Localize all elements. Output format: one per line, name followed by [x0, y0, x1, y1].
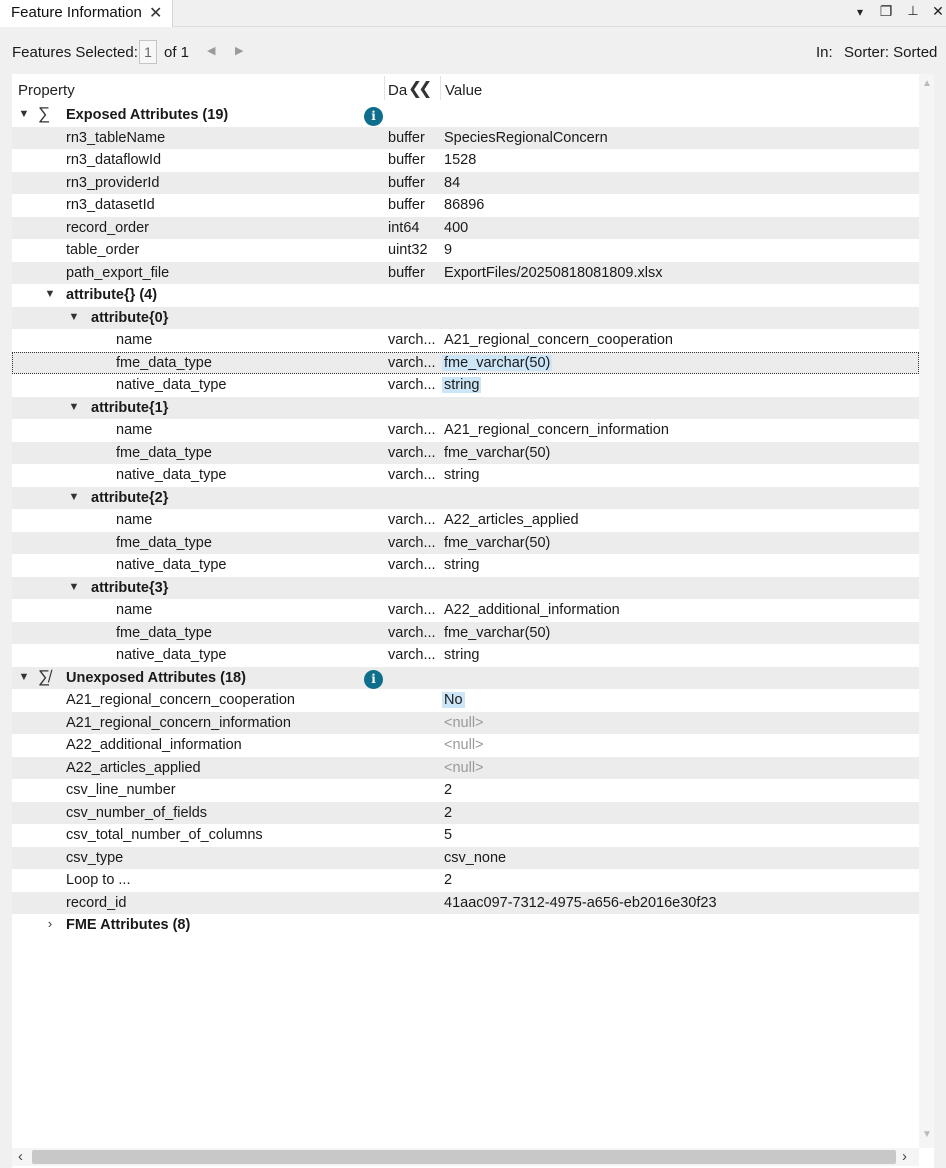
prop-name: path_export_file: [66, 264, 170, 281]
prop-value: string: [444, 647, 480, 663]
chevron-down-icon[interactable]: ▼: [18, 670, 30, 683]
prop-name: A21_regional_concern_cooperation: [66, 692, 295, 708]
prop-name: name: [116, 512, 153, 528]
prop-type: varch...: [388, 534, 436, 551]
header-datatype[interactable]: Da: [388, 82, 408, 99]
prop-type: varch...: [388, 557, 436, 573]
prop-value: 1528: [444, 152, 477, 168]
prop-name: A22_additional_information: [66, 737, 242, 753]
chevron-down-icon[interactable]: ▼: [68, 580, 80, 593]
feature-toolbar: [0, 28, 946, 74]
table-row-focused[interactable]: [12, 352, 919, 375]
prop-name: csv_line_number: [66, 782, 176, 798]
list-item-attribute-0[interactable]: [12, 307, 919, 330]
table-row[interactable]: [12, 442, 919, 465]
table-row[interactable]: [12, 374, 919, 397]
table-row[interactable]: [12, 239, 919, 262]
prop-name: A21_regional_concern_information: [66, 714, 291, 731]
table-row[interactable]: [12, 172, 919, 195]
prop-name: csv_number_of_fields: [66, 804, 208, 821]
prop-name: A22_articles_applied: [66, 759, 201, 776]
prop-value: fme_varchar(50): [444, 444, 551, 461]
prop-type: varch...: [388, 624, 436, 641]
prop-name: name: [116, 602, 153, 618]
chevron-down-icon[interactable]: ▼: [44, 288, 56, 300]
prop-value-selected: string: [444, 377, 480, 393]
in-label: In:: [816, 44, 833, 61]
group-label: Unexposed Attributes (18): [66, 669, 246, 686]
prop-name: native_data_type: [116, 557, 227, 573]
table-row[interactable]: [12, 757, 919, 780]
table-row[interactable]: [12, 554, 919, 577]
table-row[interactable]: [12, 149, 919, 172]
table-row[interactable]: [12, 644, 919, 667]
prop-value: 84: [444, 174, 461, 191]
group-label: Exposed Attributes (19): [66, 107, 229, 123]
table-row[interactable]: [12, 847, 919, 870]
prop-name: rn3_providerId: [66, 174, 160, 191]
prop-name: record_id: [66, 894, 127, 911]
prop-value: 2: [444, 872, 453, 888]
prop-value: string: [444, 557, 480, 573]
prop-type: buffer: [388, 174, 425, 191]
list-item-label: attribute{2}: [91, 489, 169, 506]
table-row[interactable]: [12, 464, 919, 487]
table-row[interactable]: [12, 329, 919, 352]
prop-name: fme_data_type: [116, 354, 212, 371]
table-row[interactable]: [12, 824, 919, 847]
prop-value: 400: [444, 219, 469, 236]
features-selected-label: Features Selected:: [12, 44, 138, 61]
table-row[interactable]: [12, 532, 919, 555]
table-row[interactable]: [12, 509, 919, 532]
prop-type: int64: [388, 219, 420, 236]
table-row[interactable]: [12, 622, 919, 645]
group-fme-attributes[interactable]: [12, 914, 919, 937]
info-icon[interactable]: i: [364, 107, 383, 126]
prop-type: varch...: [388, 422, 436, 438]
prop-type: uint32: [388, 242, 428, 258]
in-source-value: Sorter: Sorted: [844, 44, 938, 61]
prop-value: A22_articles_applied: [444, 512, 579, 528]
prop-value: 41aac097-7312-4975-a656-eb2016e30f23: [444, 894, 717, 911]
table-row[interactable]: [12, 127, 919, 150]
prop-value-null: <null>: [444, 737, 484, 753]
table-row[interactable]: [12, 779, 919, 802]
float-window-icon[interactable]: ❐: [879, 3, 893, 19]
prop-name: rn3_datasetId: [66, 197, 155, 213]
prop-value: string: [444, 467, 480, 483]
sigma-icon: ∑: [38, 104, 51, 123]
info-icon[interactable]: i: [364, 670, 383, 689]
prop-name: native_data_type: [116, 647, 227, 663]
table-row[interactable]: [12, 689, 919, 712]
prop-name: record_order: [66, 219, 150, 236]
prop-type: varch...: [388, 647, 436, 663]
prop-name: native_data_type: [116, 467, 227, 483]
features-total-label: of 1: [164, 44, 190, 61]
chevron-down-icon[interactable]: ▼: [18, 108, 30, 120]
list-item-attribute-1[interactable]: [12, 397, 919, 420]
tab-close-icon[interactable]: ✕: [149, 5, 163, 22]
prop-name: native_data_type: [116, 377, 227, 393]
prop-value-null: <null>: [444, 759, 484, 776]
header-value[interactable]: Value: [445, 82, 483, 99]
prop-name: name: [116, 332, 153, 348]
prop-type: varch...: [388, 377, 436, 393]
sigma-slash-icon: ∑̸: [38, 666, 51, 686]
table-row[interactable]: [12, 712, 919, 735]
vertical-scrollbar[interactable]: [919, 74, 934, 1148]
prop-type: varch...: [388, 467, 436, 483]
chevron-down-icon[interactable]: ▼: [68, 310, 80, 323]
table-row[interactable]: [12, 217, 919, 240]
prop-value: SpeciesRegionalConcern: [444, 129, 608, 146]
prop-type: varch...: [388, 354, 436, 371]
prop-name: csv_total_number_of_columns: [66, 827, 263, 843]
close-window-icon[interactable]: ✕: [932, 3, 944, 19]
prop-name: rn3_tableName: [66, 129, 166, 146]
prop-value: 9: [444, 242, 453, 258]
prop-name: name: [116, 422, 153, 438]
attribute-tree-panel: [12, 74, 934, 1168]
attribute-rows: [12, 104, 919, 937]
header-property[interactable]: Property: [18, 82, 75, 99]
pin-icon[interactable]: ⊥: [907, 3, 919, 18]
prop-value: 2: [444, 804, 453, 821]
prop-value: fme_varchar(50): [444, 534, 551, 551]
prop-value: 5: [444, 827, 453, 843]
prop-type: varch...: [388, 602, 436, 618]
prop-name: table_order: [66, 242, 140, 258]
prop-value: csv_none: [444, 849, 507, 866]
prop-name: fme_data_type: [116, 444, 212, 461]
list-item-label: attribute{1}: [91, 399, 169, 416]
scroll-left-icon[interactable]: ‹: [18, 1148, 23, 1165]
prop-name: fme_data_type: [116, 624, 212, 641]
list-item-attribute-3[interactable]: [12, 577, 919, 600]
table-row[interactable]: [12, 419, 919, 442]
prop-value: A21_regional_concern_information: [444, 422, 669, 438]
prop-name: csv_type: [66, 849, 124, 866]
title-bar: [0, 0, 946, 27]
prop-value: 86896: [444, 197, 485, 213]
prop-value-selected: No: [444, 692, 463, 708]
collapse-column-icon[interactable]: ❮❮: [408, 79, 429, 98]
group-label: FME Attributes (8): [66, 917, 191, 933]
prop-type: buffer: [388, 129, 425, 146]
scroll-down-icon[interactable]: ▼: [922, 1129, 932, 1140]
prop-value: ExportFiles/20250818081809.xlsx: [444, 264, 663, 281]
next-feature-icon[interactable]: ▶: [235, 45, 244, 57]
horizontal-scrollbar[interactable]: [12, 1148, 919, 1166]
table-row[interactable]: [12, 892, 919, 915]
prop-value: fme_varchar(50): [444, 624, 551, 641]
prop-type: varch...: [388, 444, 436, 461]
horizontal-scroll-thumb[interactable]: [32, 1150, 896, 1164]
prop-name: rn3_dataflowId: [66, 152, 162, 168]
header-divider[interactable]: [384, 76, 385, 100]
list-item-label: attribute{3}: [91, 579, 169, 596]
prop-value: A21_regional_concern_cooperation: [444, 332, 673, 348]
tab-feature-information[interactable]: [0, 0, 173, 27]
selected-index-field[interactable]: 1: [139, 40, 157, 64]
prop-type: buffer: [388, 152, 425, 168]
scroll-up-icon[interactable]: ▲: [922, 78, 932, 89]
prop-type: buffer: [388, 264, 425, 281]
chevron-down-icon[interactable]: ▼: [68, 490, 80, 503]
prop-value: A22_additional_information: [444, 602, 620, 618]
prop-type: buffer: [388, 197, 425, 213]
group-exposed-attributes[interactable]: [12, 104, 919, 127]
group-attribute-list[interactable]: [12, 284, 919, 307]
scroll-right-icon[interactable]: ›: [902, 1148, 907, 1165]
table-row[interactable]: [12, 734, 919, 757]
dropdown-icon[interactable]: ▾: [856, 5, 864, 19]
chevron-right-icon[interactable]: ›: [47, 916, 53, 931]
prop-value-selected: fme_varchar(50): [444, 354, 551, 371]
table-row[interactable]: [12, 262, 919, 285]
prop-value-null: <null>: [444, 714, 484, 731]
prop-type: varch...: [388, 512, 436, 528]
prop-name: Loop to ...: [66, 872, 131, 888]
chevron-down-icon[interactable]: ▼: [68, 400, 80, 413]
table-row[interactable]: [12, 802, 919, 825]
group-label: attribute{} (4): [66, 287, 158, 303]
prev-feature-icon[interactable]: ◀: [207, 45, 216, 57]
header-divider[interactable]: [440, 76, 441, 100]
tab-title: Feature Information: [11, 4, 142, 21]
group-unexposed-attributes[interactable]: [12, 667, 919, 690]
list-item-attribute-2[interactable]: [12, 487, 919, 510]
prop-name: fme_data_type: [116, 534, 212, 551]
table-row[interactable]: [12, 869, 919, 892]
table-row[interactable]: [12, 599, 919, 622]
list-item-label: attribute{0}: [91, 309, 169, 326]
prop-value: 2: [444, 782, 453, 798]
table-row[interactable]: [12, 194, 919, 217]
prop-type: varch...: [388, 332, 436, 348]
column-header-row: [12, 74, 919, 104]
